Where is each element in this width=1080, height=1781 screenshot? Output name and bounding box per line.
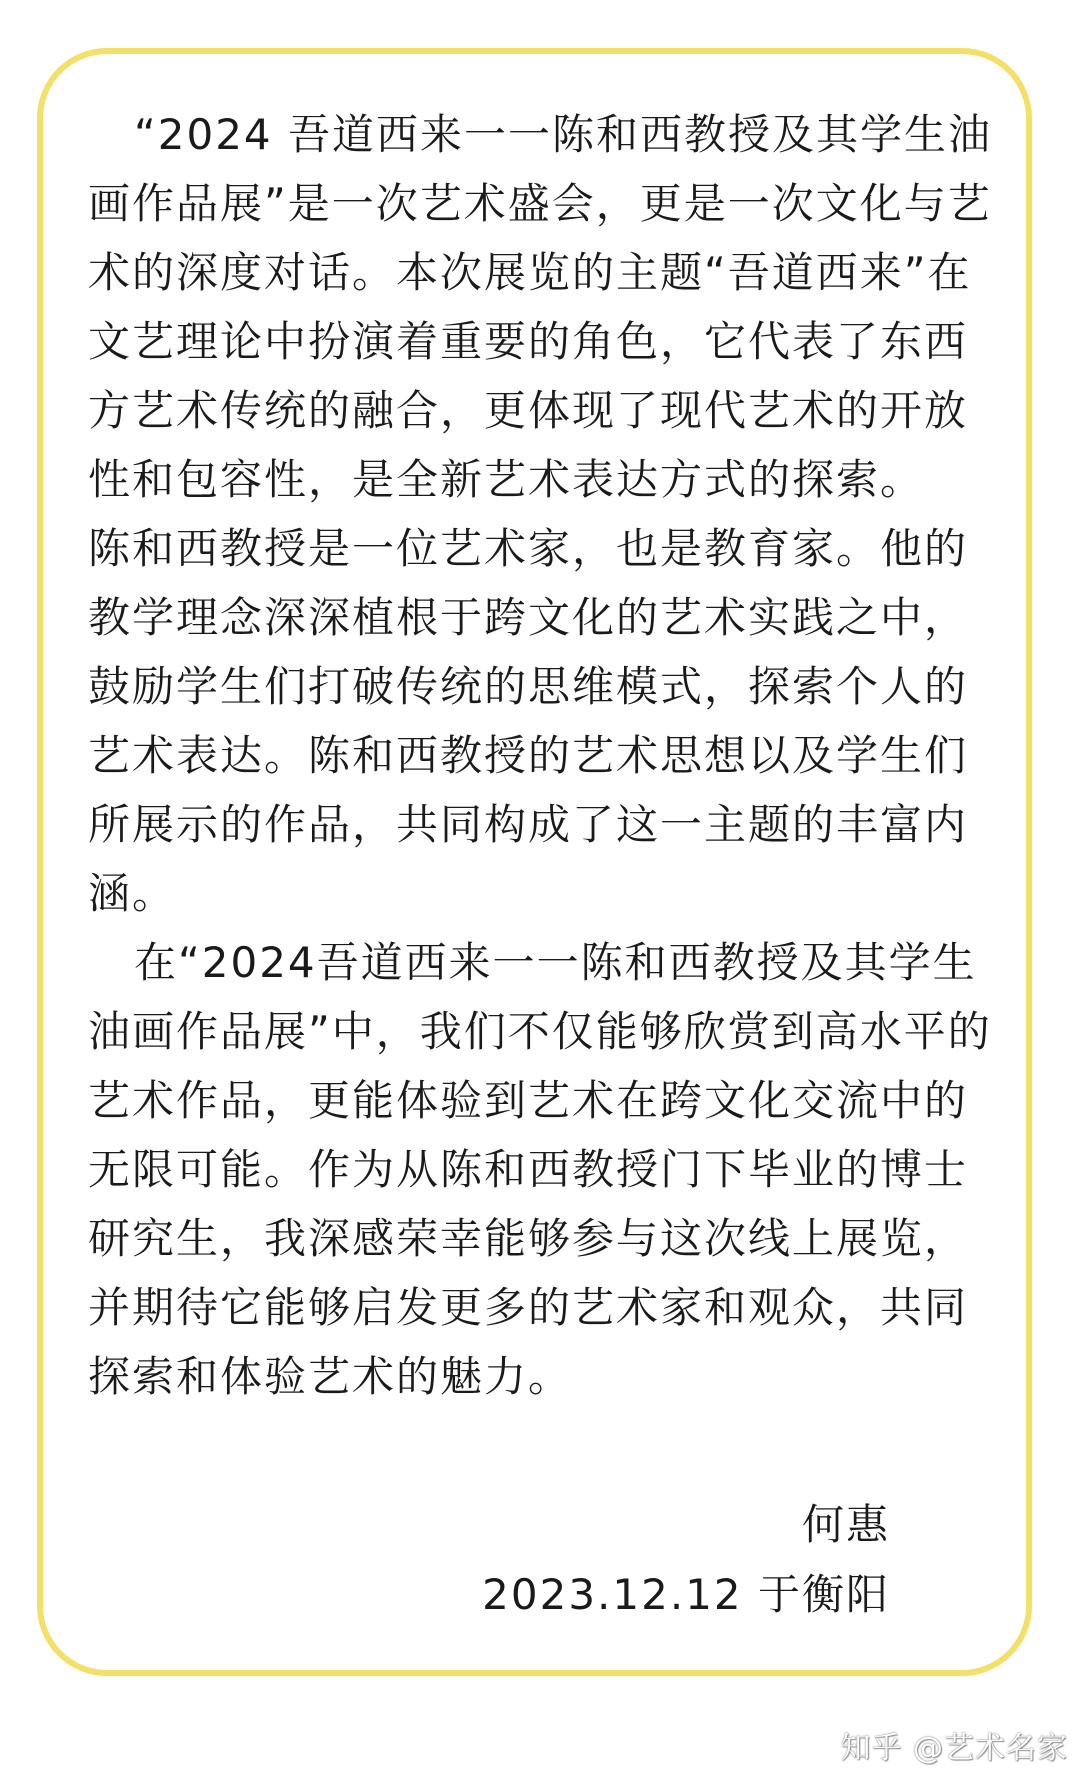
paragraph-professor: 陈和西教授是一位艺术家，也是教育家。他的教学理念深深植根于跨文化的艺术实践之中，鼓励学生们打破传统的思维模式，探索个人的艺术表达。陈和西教授的艺术思想以及学生们所展示的作品，共同构成了这一主题的丰富内涵。 <box>88 524 969 918</box>
zhihu-watermark: 知乎 @艺术名家 <box>840 1731 1068 1766</box>
signature-author: 何惠 <box>801 1500 890 1549</box>
signature-block <box>482 1490 890 1630</box>
article-body <box>88 100 1000 1411</box>
paragraph-reflection: 在“2024吾道西来一一陈和西教授及其学生油画作品展”中，我们不仅能够欣赏到高水平的艺术作品，更能体验到艺术在跨文化交流中的无限可能。作为从陈和西教授门下毕业的博士研究生，我深感荣幸能够参与这次线上展览，并期待它能够启发更多的艺术家和观众，共同探索和体验艺术的魅力。 <box>88 938 992 1401</box>
paragraph-exhibition-intro: “2024 吾道西来一一陈和西教授及其学生油画作品展”是一次艺术盛会，更是一次文化与艺术的深度对话。本次展览的主题“吾道西来”在文艺理论中扮演着重要的角色，它代表了东西方艺术传统的融合，更体现了现代艺术的开放性和包容性，是全新艺术表达方式的探索。 <box>88 110 992 504</box>
signature-date-place: 2023.12.12 于衡阳 <box>482 1570 890 1619</box>
